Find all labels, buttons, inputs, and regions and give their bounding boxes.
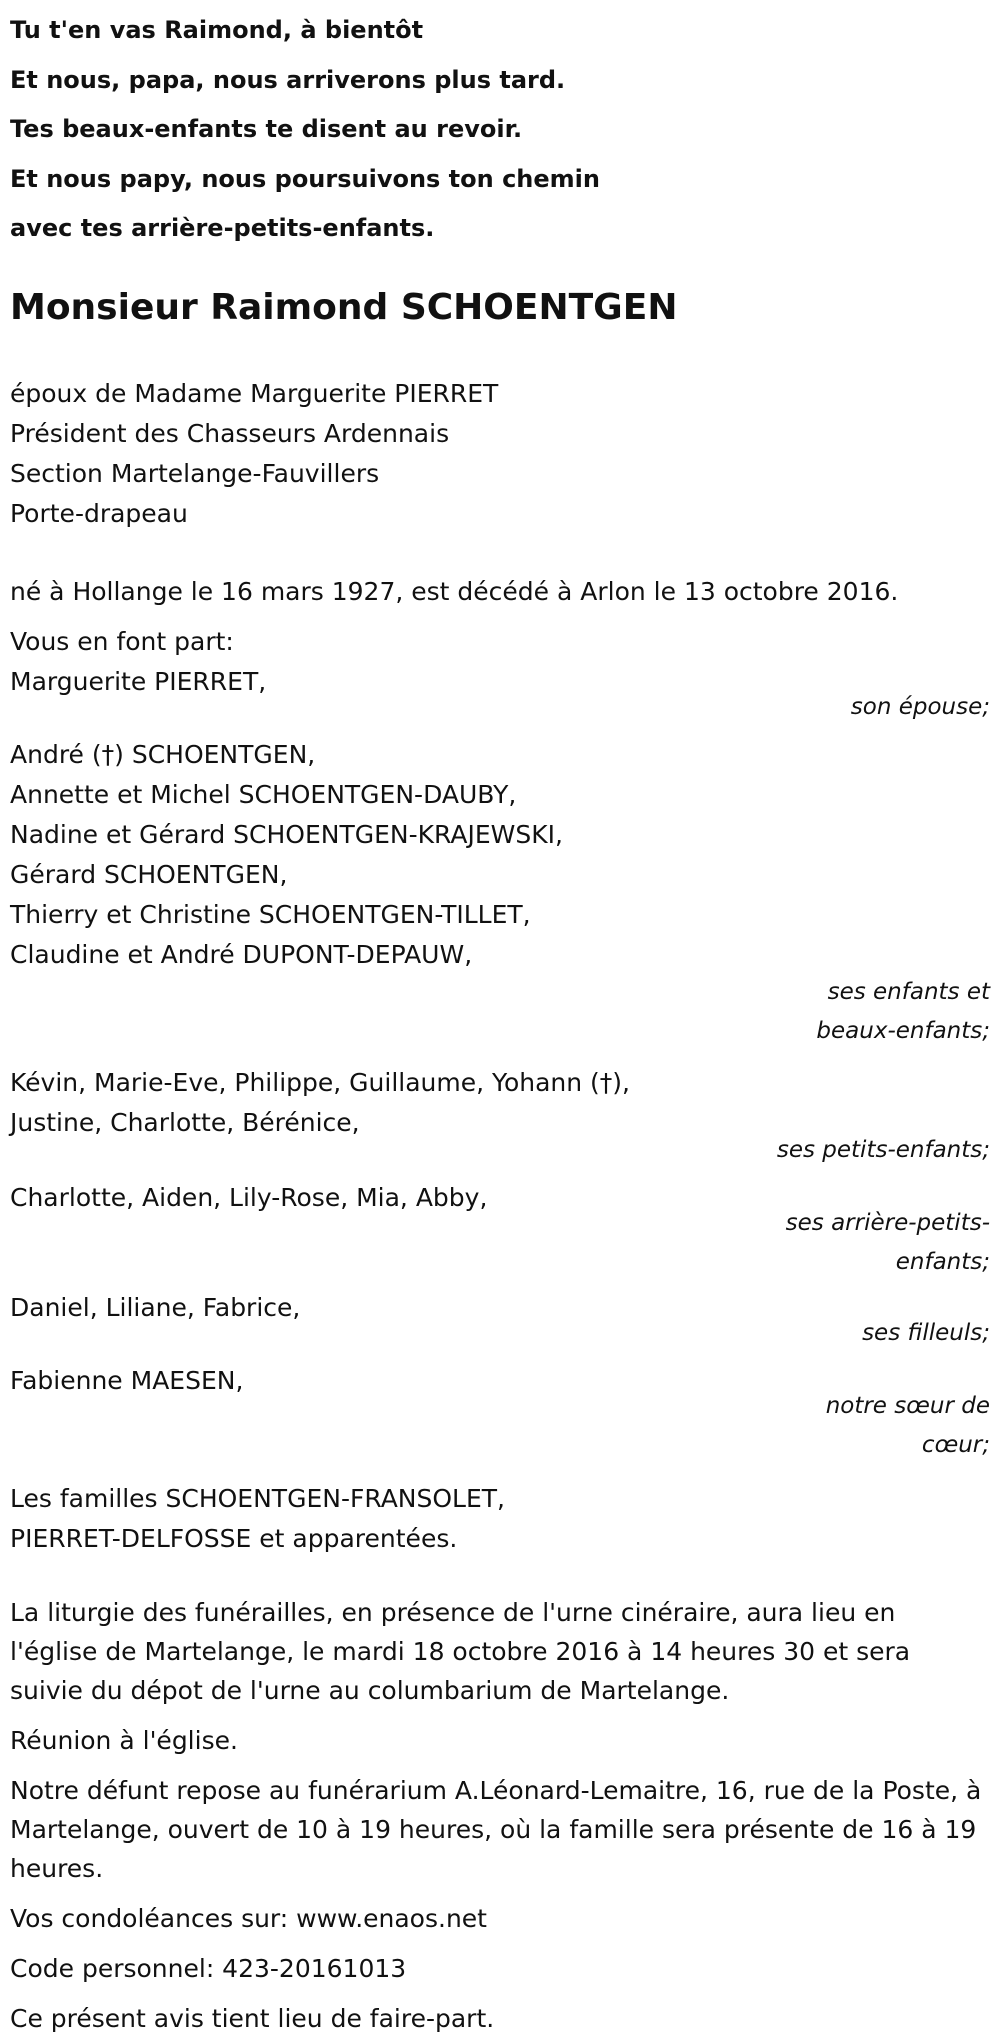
family-name: Fabienne MAESEN, [10,1365,244,1395]
obituary-notice [10,0,990,2038]
family-name: Thierry et Christine SCHOENTGEN-TILLET, [10,899,531,929]
poem-line: Tes beaux-enfants te disent au revoir. [10,115,523,143]
family-name: André (†) SCHOENTGEN, [10,739,316,769]
title-line: Section Martelange-Fauvillers [10,458,380,488]
poem-line: Et nous, papa, nous arriverons plus tard. [10,65,566,94]
funerarium-details: Notre défunt repose au funérarium A.Léonard-Lemaitre, 16, rue de la Poste, à Martelange, ouvert de 10 à 19 heures, où la famille sera présente de 16 à 19 heures. [10,1775,982,1883]
family-name: Kévin, Marie-Eve, Philippe, Guillaume, Yohann (†), [10,1067,631,1097]
family-group-great-grandchildren [10,1178,990,1282]
title-line: époux de Madame Marguerite PIERRET [10,378,499,408]
meeting-place: Réunion à l'église. [10,1725,238,1755]
title-line: Président des Chasseurs Ardennais [10,418,450,448]
relation-label: notre sœur de cœur; [825,1392,990,1458]
family-name: Marguerite PIERRET, [10,666,267,696]
title-line: Porte-drapeau [10,498,188,528]
family-name: Charlotte, Aiden, Lily-Rose, Mia, Abby, [10,1182,488,1212]
family-name: Claudine et André DUPONT-DEPAUW, [10,939,473,969]
closing-section [10,1593,990,2038]
deceased-name: Monsieur Raimond SCHOENTGEN [10,286,678,328]
personal-code: Code personnel: 423-20161013 [10,1953,407,1983]
family-name: Daniel, Liliane, Fabrice, [10,1292,301,1322]
poem-line: Et nous papy, nous poursuivons ton chemin [10,164,600,193]
family-name: Justine, Charlotte, Bérénice, [10,1107,360,1137]
relation-label: ses arrière-petits-enfants; [785,1209,990,1275]
poem-line: Tu t'en vas Raimond, à bientôt [10,16,424,44]
family-name: PIERRET-DELFOSSE et apparentées. [10,1523,458,1553]
relation-label: ses petits-enfants; [776,1136,990,1163]
family-name: Nadine et Gérard SCHOENTGEN-KRAJEWSKI, [10,819,563,849]
family-group-grandchildren [10,1063,990,1170]
announcement-intro: Vous en font part: [10,626,234,656]
poem-line: avec tes arrière-petits-enfants. [10,214,435,242]
deceased-titles [10,374,990,534]
family-group-sister-of-heart [10,1361,990,1465]
family-name: Annette et Michel SCHOENTGEN-DAUBY, [10,779,517,809]
family-group-spouse [10,662,990,727]
extended-families [10,1479,990,1559]
poem [10,0,990,254]
family-name: Les familles SCHOENTGEN-FRANSOLET, [10,1483,505,1513]
family-group-children [10,735,990,1051]
birth-death-line: né à Hollange le 16 mars 1927, est décédé à Arlon le 13 octobre 2016. [10,576,899,606]
family-name: Gérard SCHOENTGEN, [10,859,288,889]
condolences-website: Vos condoléances sur: www.enaos.net [10,1903,487,1933]
funeral-details: La liturgie des funérailles, en présence de l'urne cinéraire, aura lieu en l'église de Martelange, le mardi 18 octobre 2016 à 14 heures 30 et sera suivie du dépot de l'urne au columbarium de Martelange. [10,1597,911,1705]
relation-label: ses enfants et beaux-enfants; [816,978,990,1044]
family-group-godchildren [10,1288,990,1353]
relation-label: ses filleuls; [862,1319,990,1346]
notice-statement: Ce présent avis tient lieu de faire-part. [10,2003,495,2033]
relation-label: son épouse; [850,693,990,720]
